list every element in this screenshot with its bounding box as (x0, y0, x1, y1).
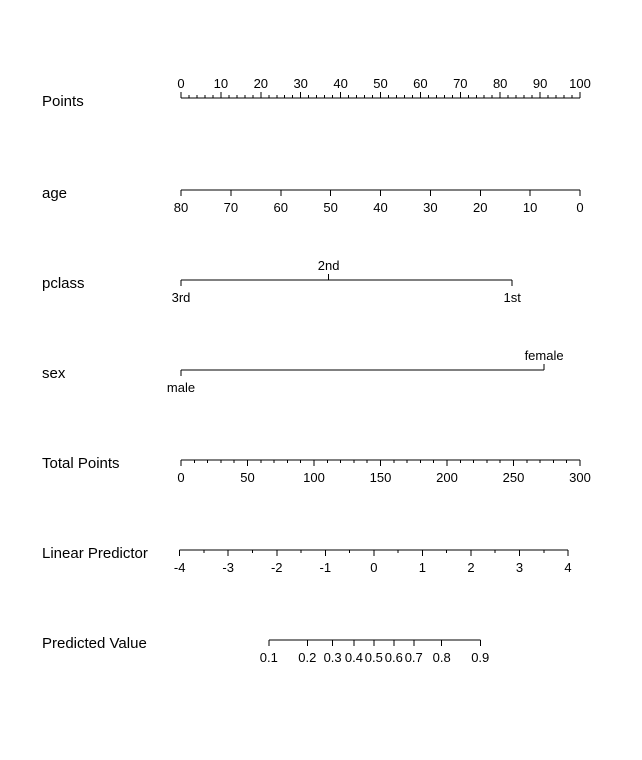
tick-label: 80 (492, 76, 508, 91)
tick-label: 0.5 (364, 650, 383, 665)
row-label: Linear Predictor (42, 545, 148, 562)
row-label: pclass (42, 275, 85, 292)
tick-label: 10 (213, 76, 229, 91)
tick-label: 0 (576, 200, 584, 215)
tick-label: 0.3 (323, 650, 342, 665)
nomogram-row (42, 455, 591, 485)
nomogram-row (42, 635, 489, 665)
tick-label: 1 (418, 560, 427, 575)
nomogram-row (42, 185, 584, 215)
nomogram-row (42, 348, 564, 395)
tick-label: 40 (373, 200, 388, 215)
row-label: Predicted Value (42, 635, 147, 652)
tick-label: 20 (253, 76, 269, 91)
tick-label: 0.9 (471, 650, 490, 665)
tick-label: -2 (270, 560, 283, 575)
tick-label: female (524, 348, 564, 363)
tick-label: 20 (473, 200, 488, 215)
tick-label: 0.2 (298, 650, 317, 665)
tick-label: 10 (522, 200, 538, 215)
tick-label: 300 (569, 470, 591, 485)
tick-label: 0 (177, 470, 185, 485)
nomogram-row (42, 258, 521, 305)
tick-label: 70 (453, 76, 468, 91)
tick-label: 60 (413, 76, 428, 91)
tick-label: 50 (373, 76, 388, 91)
tick-label: 0 (370, 560, 378, 575)
tick-label: 100 (303, 470, 325, 485)
row-label: sex (42, 365, 66, 382)
tick-label: -4 (173, 560, 186, 575)
tick-label: 0.6 (384, 650, 403, 665)
tick-label: 250 (502, 470, 525, 485)
tick-label: 30 (423, 200, 438, 215)
tick-label: 0 (177, 76, 185, 91)
tick-label: 3rd (171, 290, 191, 305)
tick-label: 3 (515, 560, 524, 575)
tick-label: 50 (240, 470, 255, 485)
nomogram-row (42, 545, 572, 575)
row-label: age (42, 185, 68, 202)
tick-label: 90 (532, 76, 548, 91)
tick-label: -1 (319, 560, 332, 575)
tick-label: 30 (293, 76, 308, 91)
tick-label: 50 (323, 200, 338, 215)
tick-label: 0.1 (259, 650, 278, 665)
tick-label: 150 (369, 470, 392, 485)
tick-label: 2nd (317, 258, 340, 273)
row-label: Total Points (42, 455, 120, 472)
tick-label: 80 (173, 200, 189, 215)
tick-label: male (166, 380, 196, 395)
tick-label: 2 (467, 560, 475, 575)
tick-label: -3 (222, 560, 234, 575)
tick-label: 100 (569, 76, 591, 91)
tick-label: 200 (436, 470, 458, 485)
tick-label: 70 (223, 200, 239, 215)
tick-label: 1st (503, 290, 521, 305)
row-label: Points (42, 93, 84, 110)
tick-label: 0.7 (404, 650, 423, 665)
nomogram-row (42, 76, 591, 110)
tick-label: 0.8 (432, 650, 451, 665)
tick-label: 4 (564, 560, 572, 575)
tick-label: 40 (333, 76, 348, 91)
tick-label: 0.4 (344, 650, 363, 665)
tick-label: 60 (273, 200, 288, 215)
